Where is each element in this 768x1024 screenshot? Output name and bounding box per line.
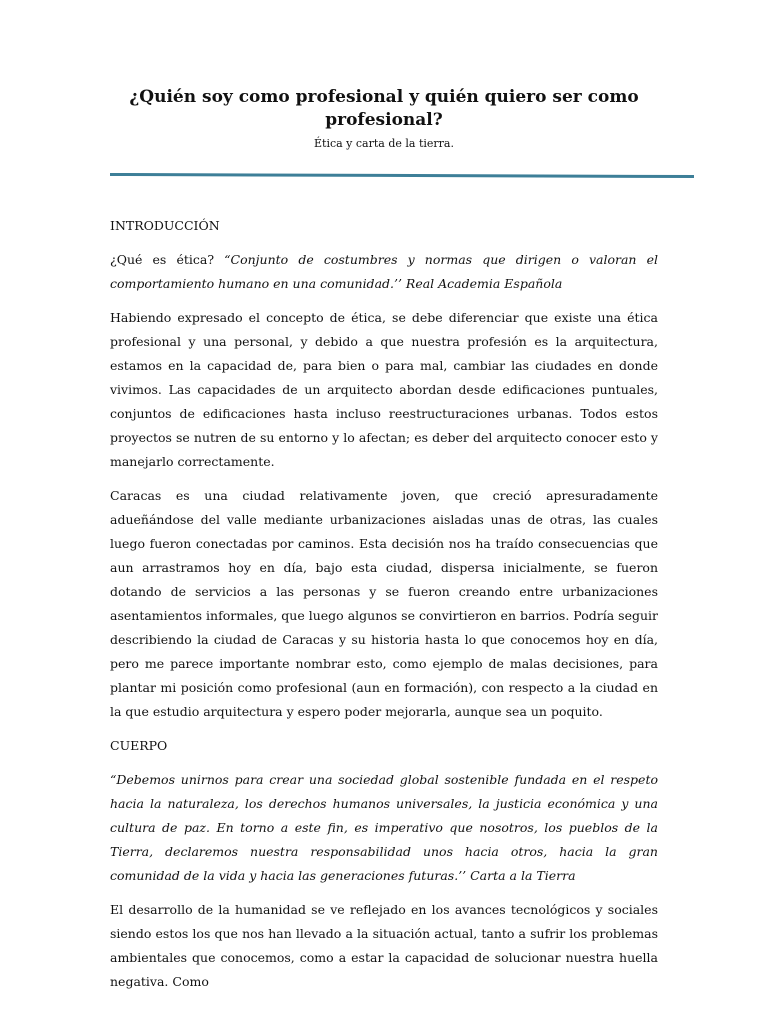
body-heading: CUERPO [110, 738, 168, 753]
document-subtitle: Ética y carta de la tierra. [314, 137, 454, 150]
body-paragraph-1: El desarrollo de la humanidad se ve reflejado en los avances tecnológicos y sociales siendo estos los que nos han llevado a la situación actual, tanto a sufrir los problemas ambientales que conocemos, como a estar la capacidad de solucionar nuestra huella negativa. Como [110, 902, 658, 989]
definition-question: ¿Qué es ética? [110, 252, 215, 267]
title-divider [110, 173, 694, 178]
ethics-definition [110, 248, 658, 296]
earth-charter-quote [110, 768, 658, 888]
document-body [110, 214, 658, 1004]
intro-paragraph-2: Caracas es una ciudad relativamente joven, que creció apresuradamente adueñándose del valle mediante urbanizaciones aisladas unas de otras, las cuales luego fueron conectadas por caminos. Esta decisión nos ha traído consecuencias que aun arrastramos hoy en día, bajo esta ciudad, dispersa inicialmente, se fueron dotando de servicios a las personas y se fueron creando entre urbanizaciones asentamientos informales, que luego algunos se convirtieron en barrios. Podría seguir describiendo la ciudad de Caracas y su historia hasta lo que conocemos hoy en día, pero me parece importante nombrar esto, como ejemplo de malas decisiones, para plantar mi posición como profesional (aun en formación), con respecto a la ciudad en la que estudio arquitectura y espero poder mejorarla, aunque sea un poquito. [110, 488, 658, 719]
document-title: ¿Quién soy como profesional y quién quiero ser como profesional? [129, 87, 639, 130]
definition-quote: “Conjunto de costumbres y normas que dirigen o valoran el comportamiento humano en una comunidad.’’ Real Academia Española [110, 252, 658, 291]
intro-heading: INTRODUCCIÓN [110, 218, 220, 233]
earth-charter-quote-text: “Debemos unirnos para crear una sociedad global sostenible fundada en el respeto hacia la naturaleza, los derechos humanos universales, la justicia económica y una cultura de paz. En torno a este fin, es imperativo que nosotros, los pueblos de la Tierra, declaremos nuestra responsabilidad unos hacia otros, hacia la gran comunidad de la vida y hacia las generaciones futuras.’’ Carta a la Tierra [110, 772, 658, 883]
intro-paragraph-1: Habiendo expresado el concepto de ética, se debe diferenciar que existe una ética profesional y una personal, y debido a que nuestra profesión es la arquitectura, estamos en la capacidad de, para bien o para mal, cambiar las ciudades en donde vivimos. Las capacidades de un arquitecto abordan desde edificaciones puntuales, conjuntos de edificaciones hasta incluso reestructuraciones urbanas. Todos estos proyectos se nutren de su entorno y lo afectan; es deber del arquitecto conocer esto y manejarlo correctamente. [110, 310, 658, 469]
